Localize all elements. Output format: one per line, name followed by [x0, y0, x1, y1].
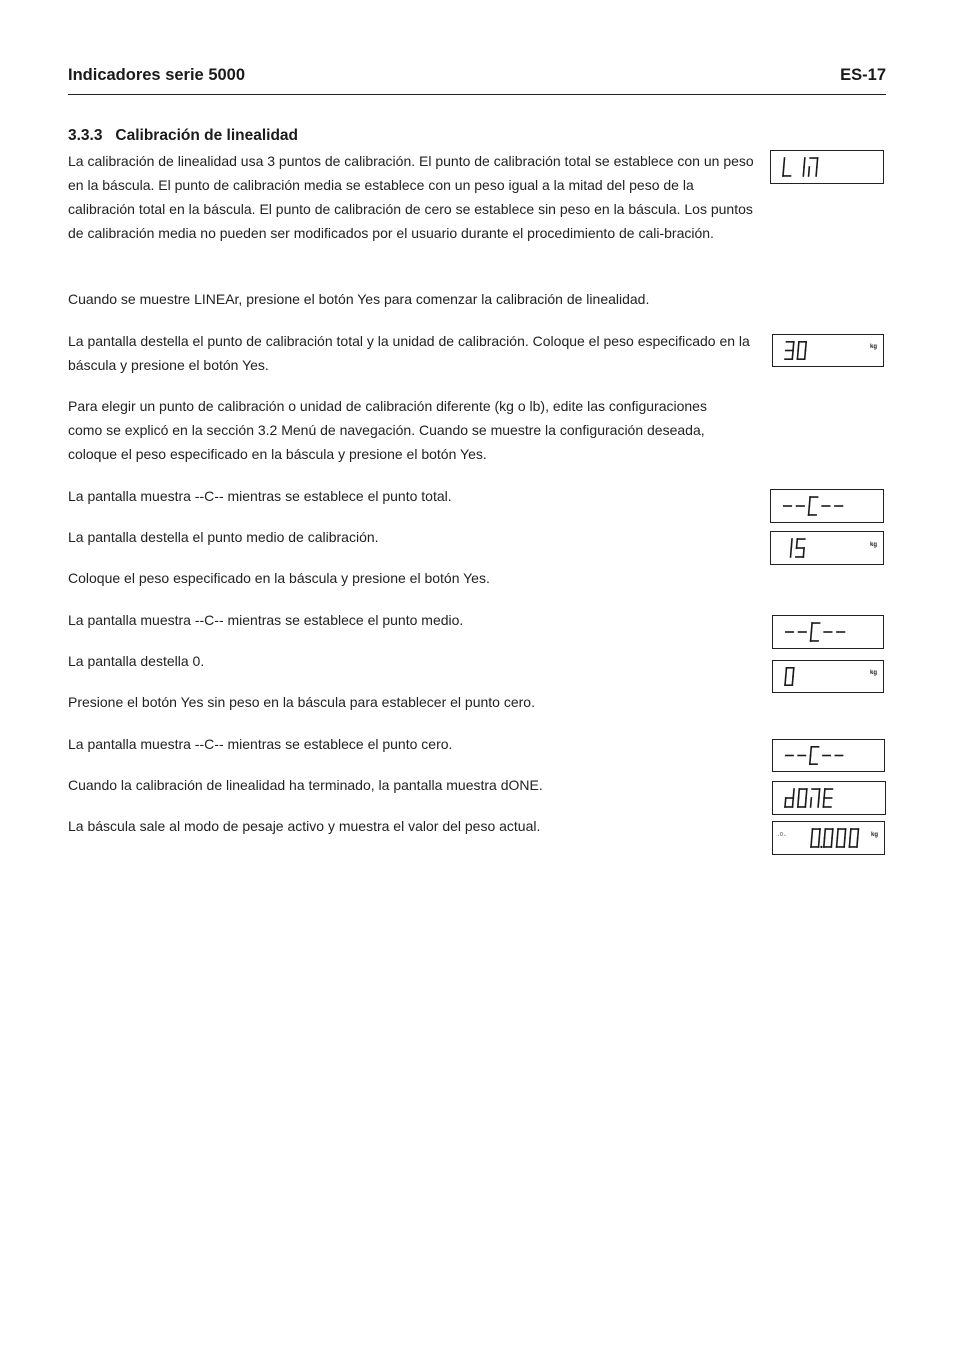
- paragraph-total-calibrating: La pantalla muestra --C-- mientras se establece el punto total.: [68, 488, 452, 504]
- paragraph-total-point: La pantalla destella el punto de calibración total y la unidad de calibración. Coloque el peso especificado en la báscula y presione el botón Yes.: [68, 333, 750, 373]
- seven-segment-readout: [771, 490, 883, 522]
- lcd-segment: [806, 789, 807, 798]
- lcd-segment: [824, 838, 825, 847]
- page-number: ES-17: [840, 66, 886, 84]
- lcd-segment: [819, 829, 820, 838]
- lcd-segment: [825, 829, 826, 838]
- paragraph-zero-calibrating: La pantalla muestra --C-- mientras se establece el punto cero.: [68, 736, 453, 752]
- lcd-digit: [811, 829, 820, 847]
- seven-segment-readout: [773, 822, 884, 854]
- paragraph-mid-point: La pantalla destella el punto medio de calibración.: [68, 529, 379, 545]
- lcd-digit: [809, 497, 818, 515]
- seven-segment-readout: [771, 151, 883, 183]
- lcd-segment: [805, 351, 806, 360]
- lcd-segment: [832, 829, 833, 838]
- lcd-display-calibrating-mid: [772, 615, 884, 649]
- lcd-segment: [812, 829, 813, 838]
- lcd-digit: [798, 789, 807, 807]
- header-divider: [68, 94, 886, 95]
- lcd-digit: [823, 789, 832, 807]
- seven-segment-readout: [773, 616, 883, 648]
- lcd-segment: [786, 668, 787, 677]
- lcd-segment: [797, 539, 798, 548]
- lcd-segment: [819, 789, 820, 798]
- lcd-segment: [784, 158, 785, 167]
- unit-label: kg: [870, 831, 878, 838]
- lcd-segment: [811, 838, 812, 847]
- paragraph-zero-point: Presione el botón Yes sin peso en la báscula para establecer el punto cero.: [68, 694, 535, 710]
- section-title: Calibración de linealidad: [115, 127, 299, 144]
- lcd-segment: [857, 838, 858, 847]
- lcd-segment: [803, 167, 804, 176]
- lcd-segment: [804, 158, 805, 167]
- lcd-display-total-point: [772, 334, 884, 367]
- lcd-segment: [785, 798, 786, 807]
- seven-segment-readout: [773, 335, 883, 366]
- paragraph-change-point: Para elegir un punto de calibración o unidad de calibración diferente (kg o lb), edite las configuraciones como se explicó en la sección 3.2 Menú de navegación. Cuando se muestre la configuración deseada, coloque el peso especificado en la báscula y presione el botón Yes.: [68, 398, 707, 462]
- lcd-segment: [811, 798, 812, 807]
- lcd-segment: [845, 829, 846, 838]
- lcd-digit: [803, 158, 805, 176]
- lcd-digit: [809, 158, 818, 176]
- paragraph-intro: La calibración de linealidad usa 3 puntos de calibración. El punto de calibración total se establece con un peso en la báscula. El punto de calibración media se establece con un peso igual a la mitad del peso de la calibración total en la báscula. El punto de calibración de cero se establece sin peso en la báscula. Los puntos de calibración media no pueden ser modificados por el usuario durante el procedimiento de cali-bración.: [68, 153, 754, 241]
- lcd-segment: [793, 668, 794, 677]
- lcd-segment: [791, 548, 792, 557]
- paragraph-exit: La báscula sale al modo de pesaje activo y muestra el valor del peso actual.: [68, 818, 541, 834]
- lcd-segment: [783, 167, 784, 176]
- lcd-digit: [811, 623, 820, 641]
- paragraph-start: Cuando se muestre LINEAr, presione el botón Yes para comenzar la calibración de linealidad.: [68, 291, 650, 307]
- lcd-digit: [824, 829, 833, 847]
- lcd-segment: [805, 798, 806, 807]
- lcd-segment: [844, 838, 845, 847]
- seven-segment-readout: [773, 740, 884, 771]
- lcd-digit: [783, 158, 791, 176]
- section-number: 3.3.3: [68, 127, 103, 144]
- seven-segment-readout: [771, 532, 883, 564]
- decimal-point: [820, 846, 822, 848]
- lcd-segment: [823, 798, 824, 807]
- lcd-segment: [849, 838, 850, 847]
- lcd-segment: [785, 677, 786, 686]
- section-heading: [68, 127, 298, 145]
- lcd-display-calibrating-total: [770, 489, 884, 523]
- lcd-digit: [796, 539, 805, 557]
- lcd-display-done: [772, 781, 886, 815]
- unit-label: kg: [869, 344, 877, 351]
- lcd-segment: [791, 539, 792, 548]
- lcd-segment: [792, 677, 793, 686]
- lcd-segment: [792, 351, 793, 360]
- header-title: Indicadores serie 5000: [68, 66, 246, 84]
- seven-segment-readout: [773, 782, 885, 814]
- lcd-digit: [791, 539, 793, 557]
- lcd-display-mid-point: [770, 531, 884, 565]
- lcd-segment: [809, 506, 810, 515]
- lcd-segment: [809, 497, 810, 506]
- lcd-segment: [817, 158, 818, 167]
- paragraph-done: Cuando la calibración de linealidad ha terminado, la pantalla muestra dONE.: [68, 777, 543, 793]
- lcd-segment: [810, 756, 811, 765]
- lcd-segment: [793, 798, 794, 807]
- lcd-digit: [810, 747, 819, 764]
- lcd-segment: [798, 342, 799, 351]
- lcd-segment: [811, 747, 812, 756]
- lcd-segment: [850, 829, 851, 838]
- lcd-segment: [816, 167, 817, 176]
- paragraph-place-weight: Coloque el peso especificado en la báscula y presione el botón Yes.: [68, 570, 490, 586]
- lcd-digit: [849, 829, 858, 847]
- lcd-segment: [803, 548, 804, 557]
- unit-label: kg: [869, 670, 877, 677]
- lcd-segment: [824, 789, 825, 798]
- paragraph-mid-calibrating: La pantalla muestra --C-- mientras se establece el punto medio.: [68, 612, 464, 628]
- lcd-digit: [797, 342, 806, 359]
- lcd-segment: [798, 798, 799, 807]
- lcd-segment: [799, 789, 800, 798]
- lcd-segment: [831, 838, 832, 847]
- lcd-segment: [818, 798, 819, 807]
- lcd-digit: [837, 829, 846, 847]
- unit-label: kg: [869, 541, 877, 548]
- lcd-digit: [785, 342, 794, 359]
- lcd-digit: [811, 789, 820, 807]
- lcd-segment: [819, 838, 820, 847]
- lcd-segment: [811, 623, 812, 632]
- lcd-display-weight: [772, 821, 885, 855]
- lcd-segment: [793, 789, 794, 798]
- lcd-segment: [809, 167, 810, 176]
- lcd-segment: [811, 632, 812, 641]
- lcd-segment: [837, 829, 838, 838]
- lcd-display-lin: [770, 150, 884, 184]
- lcd-segment: [837, 838, 838, 847]
- lcd-digit: [785, 789, 794, 807]
- lcd-segment: [797, 351, 798, 360]
- lcd-digit: [785, 668, 794, 685]
- lcd-segment: [858, 829, 859, 838]
- seven-segment-readout: [773, 661, 883, 692]
- lcd-display-zero: [772, 660, 884, 693]
- zero-indicator: →0←: [775, 831, 788, 838]
- lcd-display-calibrating-zero: [772, 739, 885, 772]
- lcd-segment: [793, 342, 794, 351]
- paragraph-zero-flash: La pantalla destella 0.: [68, 653, 205, 669]
- lcd-segment: [805, 342, 806, 351]
